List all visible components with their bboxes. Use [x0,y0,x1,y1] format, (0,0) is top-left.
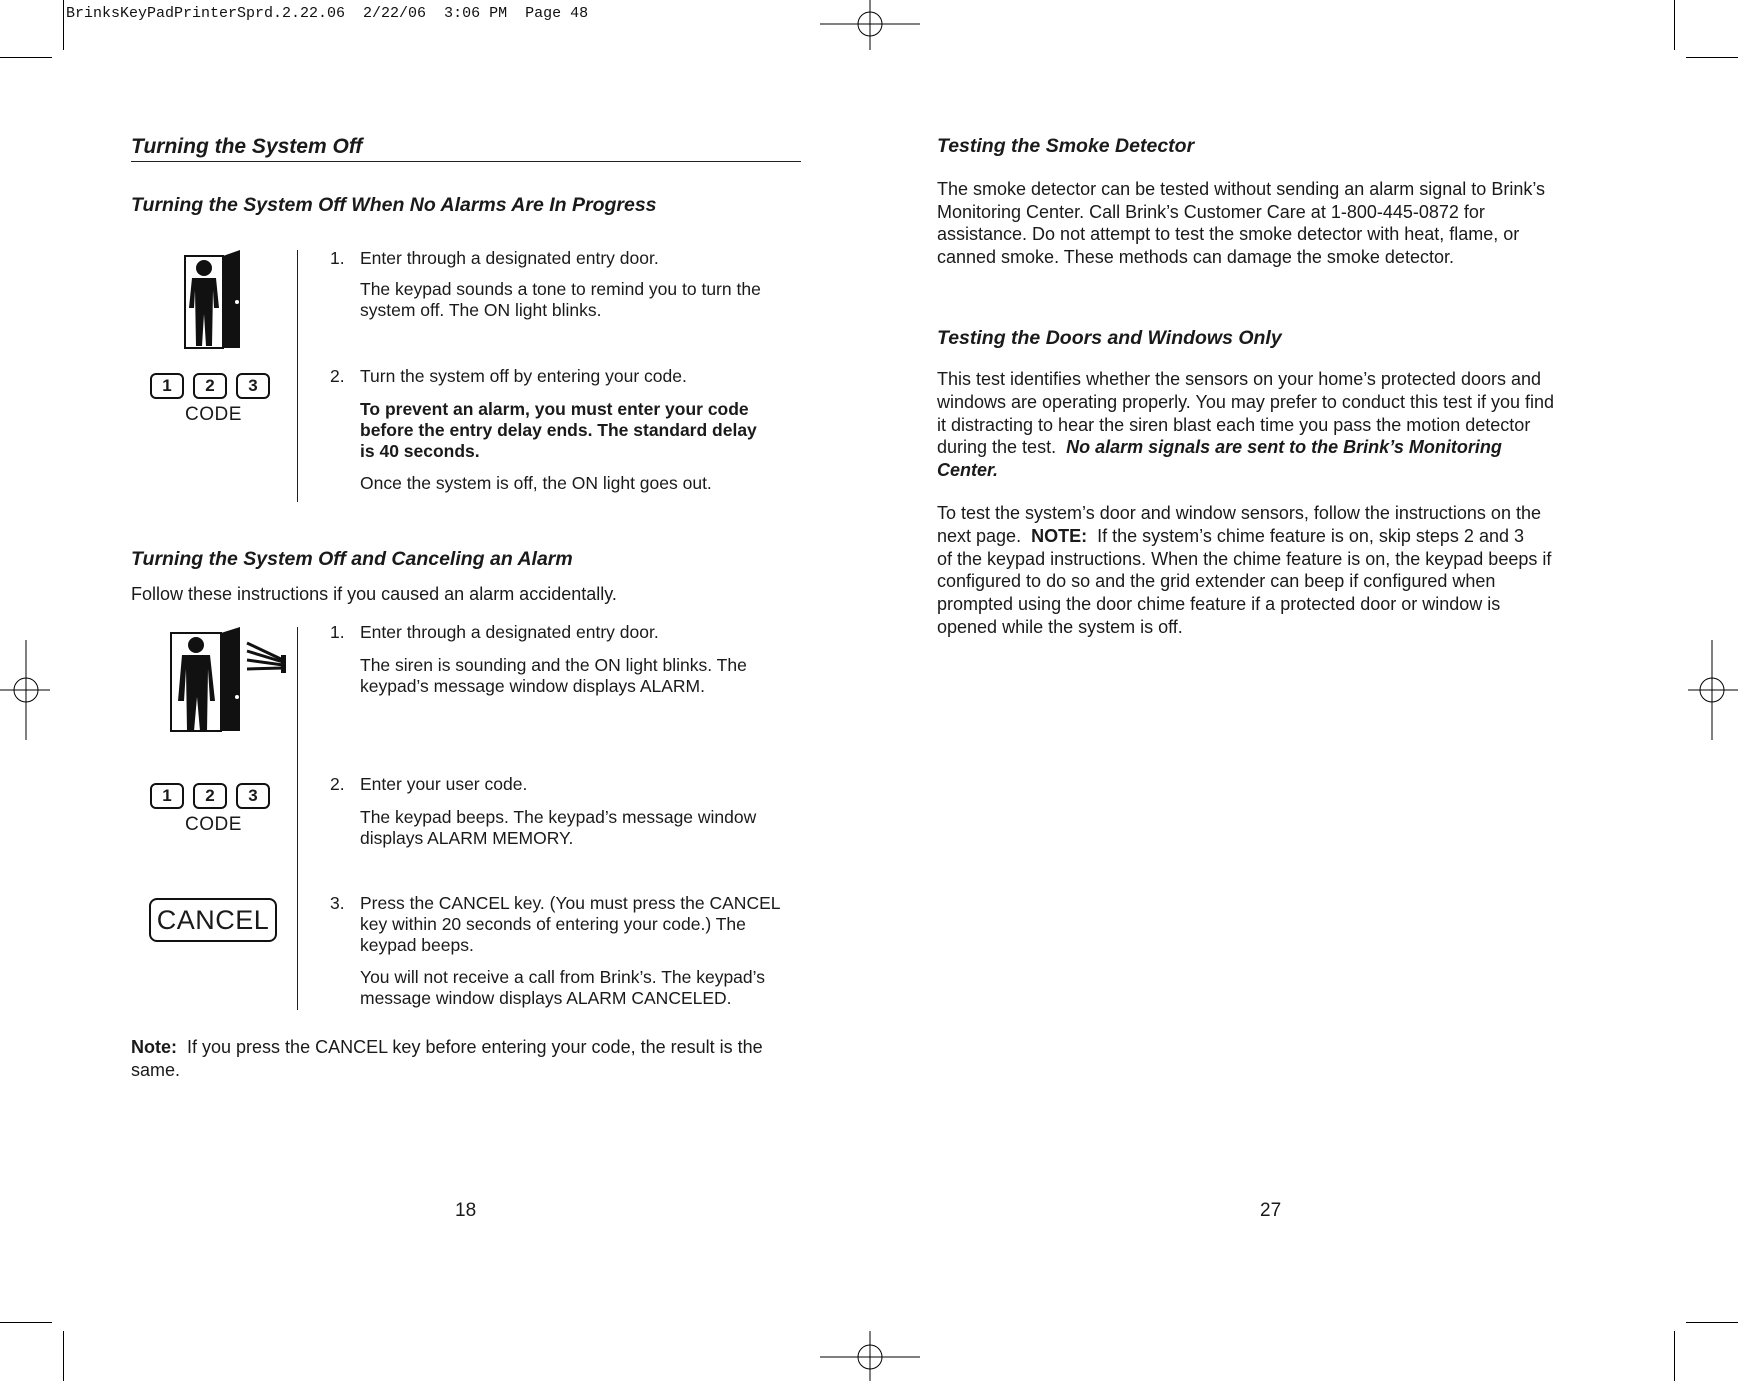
key-1: 1 [150,783,184,809]
step-divider [297,250,298,502]
crop-mark [63,1331,64,1381]
page-number: 27 [1260,1200,1282,1221]
section-heading: Turning the System Off When No Alarms Are In Progress [131,194,657,216]
note: Note: If you press the CANCEL key before entering your code, the result is the same. [131,1037,763,1080]
crop-mark [1686,57,1738,58]
code-label: CODE [185,814,242,835]
smoke-paragraph: The smoke detector can be tested without sending an alarm signal to Brink’s Monitoring Center. Call Brink’s Customer Care at 1-800-445-0872 for assistance. Do not attempt to test the smoke detector with heat, flame, or canned smoke. These methods can damage the smoke detector. [937,179,1546,267]
printer-slug: BrinksKeyPadPrinterSprd.2.22.06 2/22/06 3:06 PM Page 48 [66,5,589,22]
person-entering-door-alarm-icon [165,627,290,735]
crop-mark [1686,1322,1738,1323]
registration-mark-icon [0,640,50,740]
title-rule [131,161,801,162]
section-heading: Turning the System Off and Canceling an Alarm [131,548,573,570]
code-label: CODE [185,404,242,425]
crop-mark [0,57,52,58]
step-divider [297,627,298,1010]
key-2: 2 [193,783,227,809]
code-keypad [150,373,270,399]
key-1: 1 [150,373,184,399]
code-keypad [150,783,270,809]
doors-paragraph-2: To test the system’s door and window sensors, follow the instructions on the next page. NOTE: If the system’s chime feature is on, skip steps 2 and 3 of the keypad instructions. When the chime feature is on, the keypad beeps if configured to do so and the grid extender can beep if configured when prompted using the door chime feature if a protected door or window is opened while the system is off. [937,503,1552,637]
note-label: Note: [131,1037,177,1057]
crop-mark [1674,1331,1675,1381]
section-intro: Follow these instructions if you caused an alarm accidentally. [131,584,617,604]
cancel-key-icon: CANCEL [149,898,277,942]
crop-mark [63,0,64,50]
person-entering-door-icon [178,250,248,352]
section-heading: Testing the Doors and Windows Only [937,327,1282,349]
key-2: 2 [193,373,227,399]
registration-mark-icon [820,1331,920,1381]
section-heading: Testing the Smoke Detector [937,135,1195,157]
crop-mark [1674,0,1675,50]
crop-mark [0,1322,52,1323]
registration-mark-icon [1688,640,1738,740]
page-number: 18 [455,1200,477,1221]
page-title: Turning the System Off [131,135,363,158]
key-3: 3 [236,783,270,809]
doors-paragraph-1: This test identifies whether the sensors on your home’s protected doors and windows are operating properly. You may prefer to conduct this test if you find it distracting to hear the siren blast each time you pass the motion detector during the test. No alarm signals are sent to the Brink’s Monitoring Center. [937,369,1555,481]
registration-mark-icon [820,0,920,50]
key-3: 3 [236,373,270,399]
